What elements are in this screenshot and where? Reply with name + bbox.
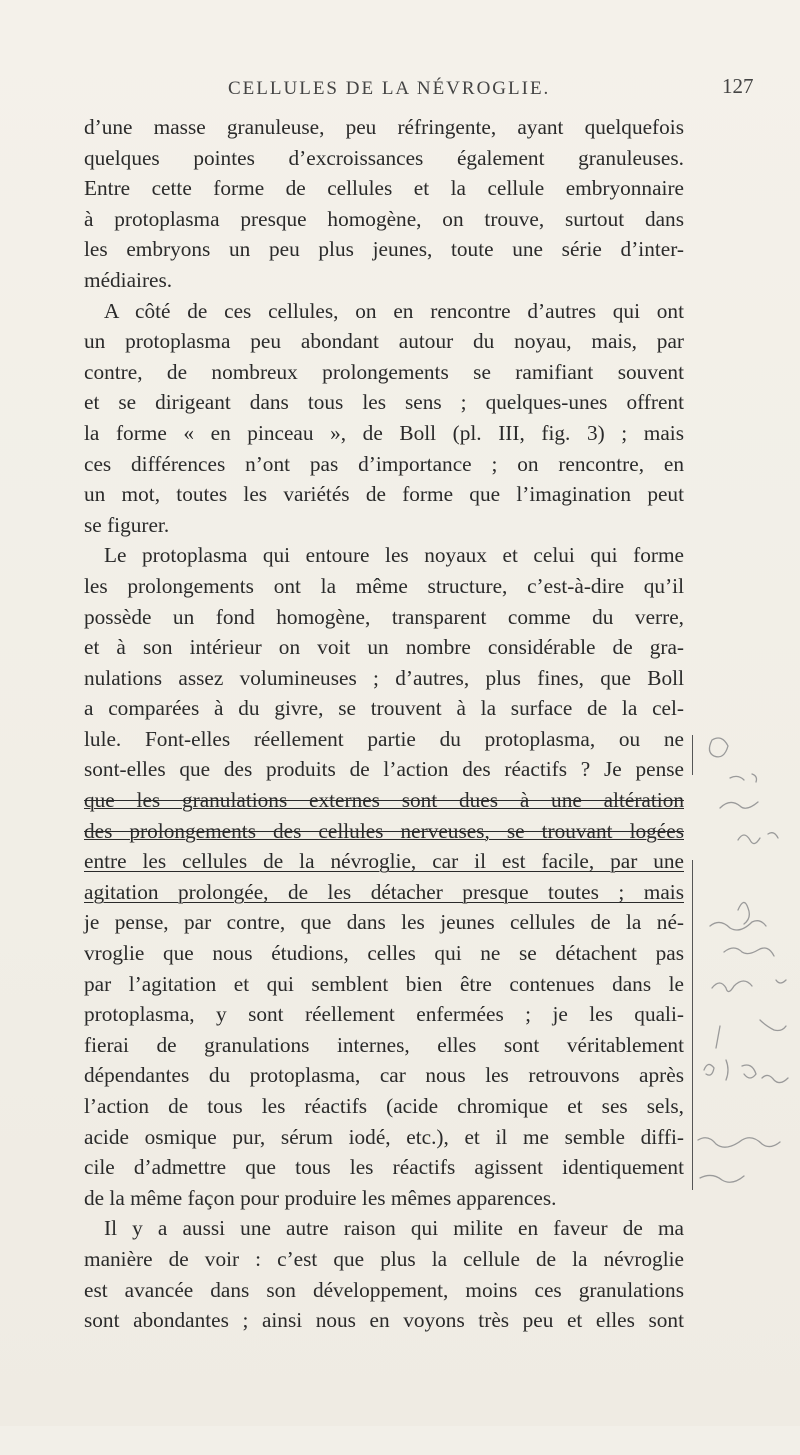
text-line: A côté de ces cellules, on en rencontre d’autres qui ont [104, 298, 684, 323]
text-line: est avancée dans son développement, moins ces granulations [84, 1277, 684, 1302]
text-line: que les granulations externes sont dues à une altération [84, 788, 684, 813]
running-title: CELLULES DE LA NÉVROGLIE. [228, 78, 551, 99]
text-line: médiaires. [84, 267, 173, 292]
text-line: fierai de granulations internes, elles sont véritablement [84, 1032, 684, 1057]
text-line: d’une masse granuleuse, peu réfringente, ayant quelquefois [84, 115, 684, 139]
pencil-scribble-icon [690, 730, 800, 1450]
text-line: acide osmique pur, sérum iodé, etc.), et il me semble diffi- [84, 1124, 684, 1149]
text-line: un protoplasma peu abondant autour du noyau, mais, par [84, 329, 684, 354]
text-line: quelques pointes d’excroissances également granuleuses. [84, 145, 684, 170]
margin-bar-2 [692, 860, 693, 1190]
handwritten-margin-notes [690, 730, 800, 1450]
text-line: possède un fond homogène, transparent comme du verre, [84, 604, 684, 629]
margin-bar-1 [692, 735, 693, 775]
text-line: Le protoplasma qui entoure les noyaux et celui qui forme [104, 543, 684, 568]
text-line: à protoplasma presque homogène, on trouve, surtout dans [84, 206, 684, 231]
text-line: cile d’admettre que tous les réactifs agissent identiquement [84, 1155, 684, 1180]
text-line: un mot, toutes les variétés de forme que l’imagination peut [84, 482, 684, 507]
text-line: l’action de tous les réactifs (acide chromique et ses sels, [84, 1094, 684, 1118]
text-line: la forme « en pinceau », de Boll (pl. III, fig. 3) ; mais [84, 420, 684, 445]
text-line: et se dirigeant dans tous les sens ; quelques-unes offrent [84, 390, 684, 415]
text-line: sont-elles que des produits de l’action des réactifs ? Je pense [84, 757, 684, 782]
text-line: sont abondantes ; ainsi nous en voyons très peu et elles sont [84, 1308, 684, 1333]
text-line: lule. Font-elles réellement partie du protoplasma, ou ne [84, 726, 684, 751]
text-line: de la même façon pour produire les mêmes apparences. [84, 1185, 557, 1210]
text-line: des prolongements des cellules nerveuses, se trouvant logées [84, 818, 684, 843]
text-line: vroglie que nous étudions, celles qui ne se détachent pas [84, 941, 684, 966]
text-line: par l’agitation et qui semblent bien être contenues dans le [84, 971, 684, 996]
text-line: dépendantes du protoplasma, car nous les retrouvons après [84, 1063, 684, 1088]
text-line: les embryons un peu plus jeunes, toute une série d’inter- [84, 237, 684, 262]
text-line: Il y a aussi une autre raison qui milite en faveur de ma [104, 1216, 684, 1241]
page-number: 127 [722, 74, 754, 98]
text-line: ces différences n’ont pas d’importance ; on rencontre, en [84, 451, 684, 476]
text-line: agitation prolongée, de les détacher presque toutes ; mais [84, 879, 684, 904]
text-line: Entre cette forme de cellules et la cellule embryonnaire [84, 176, 684, 201]
text-line: se figurer. [84, 512, 170, 537]
text-line: les prolongements ont la même structure, c’est-à-dire qu’il [84, 573, 684, 598]
text-line: manière de voir : c’est que plus la cellule de la névroglie [84, 1246, 684, 1271]
text-line: je pense, par contre, que dans les jeunes cellules de la né- [84, 910, 684, 935]
text-line: contre, de nombreux prolongements se ramifiant souvent [84, 359, 684, 384]
body-text [84, 112, 684, 1336]
text-line: a comparées à du givre, se trouvent à la surface de la cel- [84, 696, 684, 721]
text-line: entre les cellules de la névroglie, car il est facile, par une [84, 849, 684, 874]
text-line: et à son intérieur on voit un nombre considérable de gra- [84, 635, 684, 660]
text-line: nulations assez volumineuses ; d’autres, plus fines, que Boll [84, 665, 684, 690]
text-line: protoplasma, y sont réellement enfermées ; je les quali- [84, 1002, 684, 1027]
